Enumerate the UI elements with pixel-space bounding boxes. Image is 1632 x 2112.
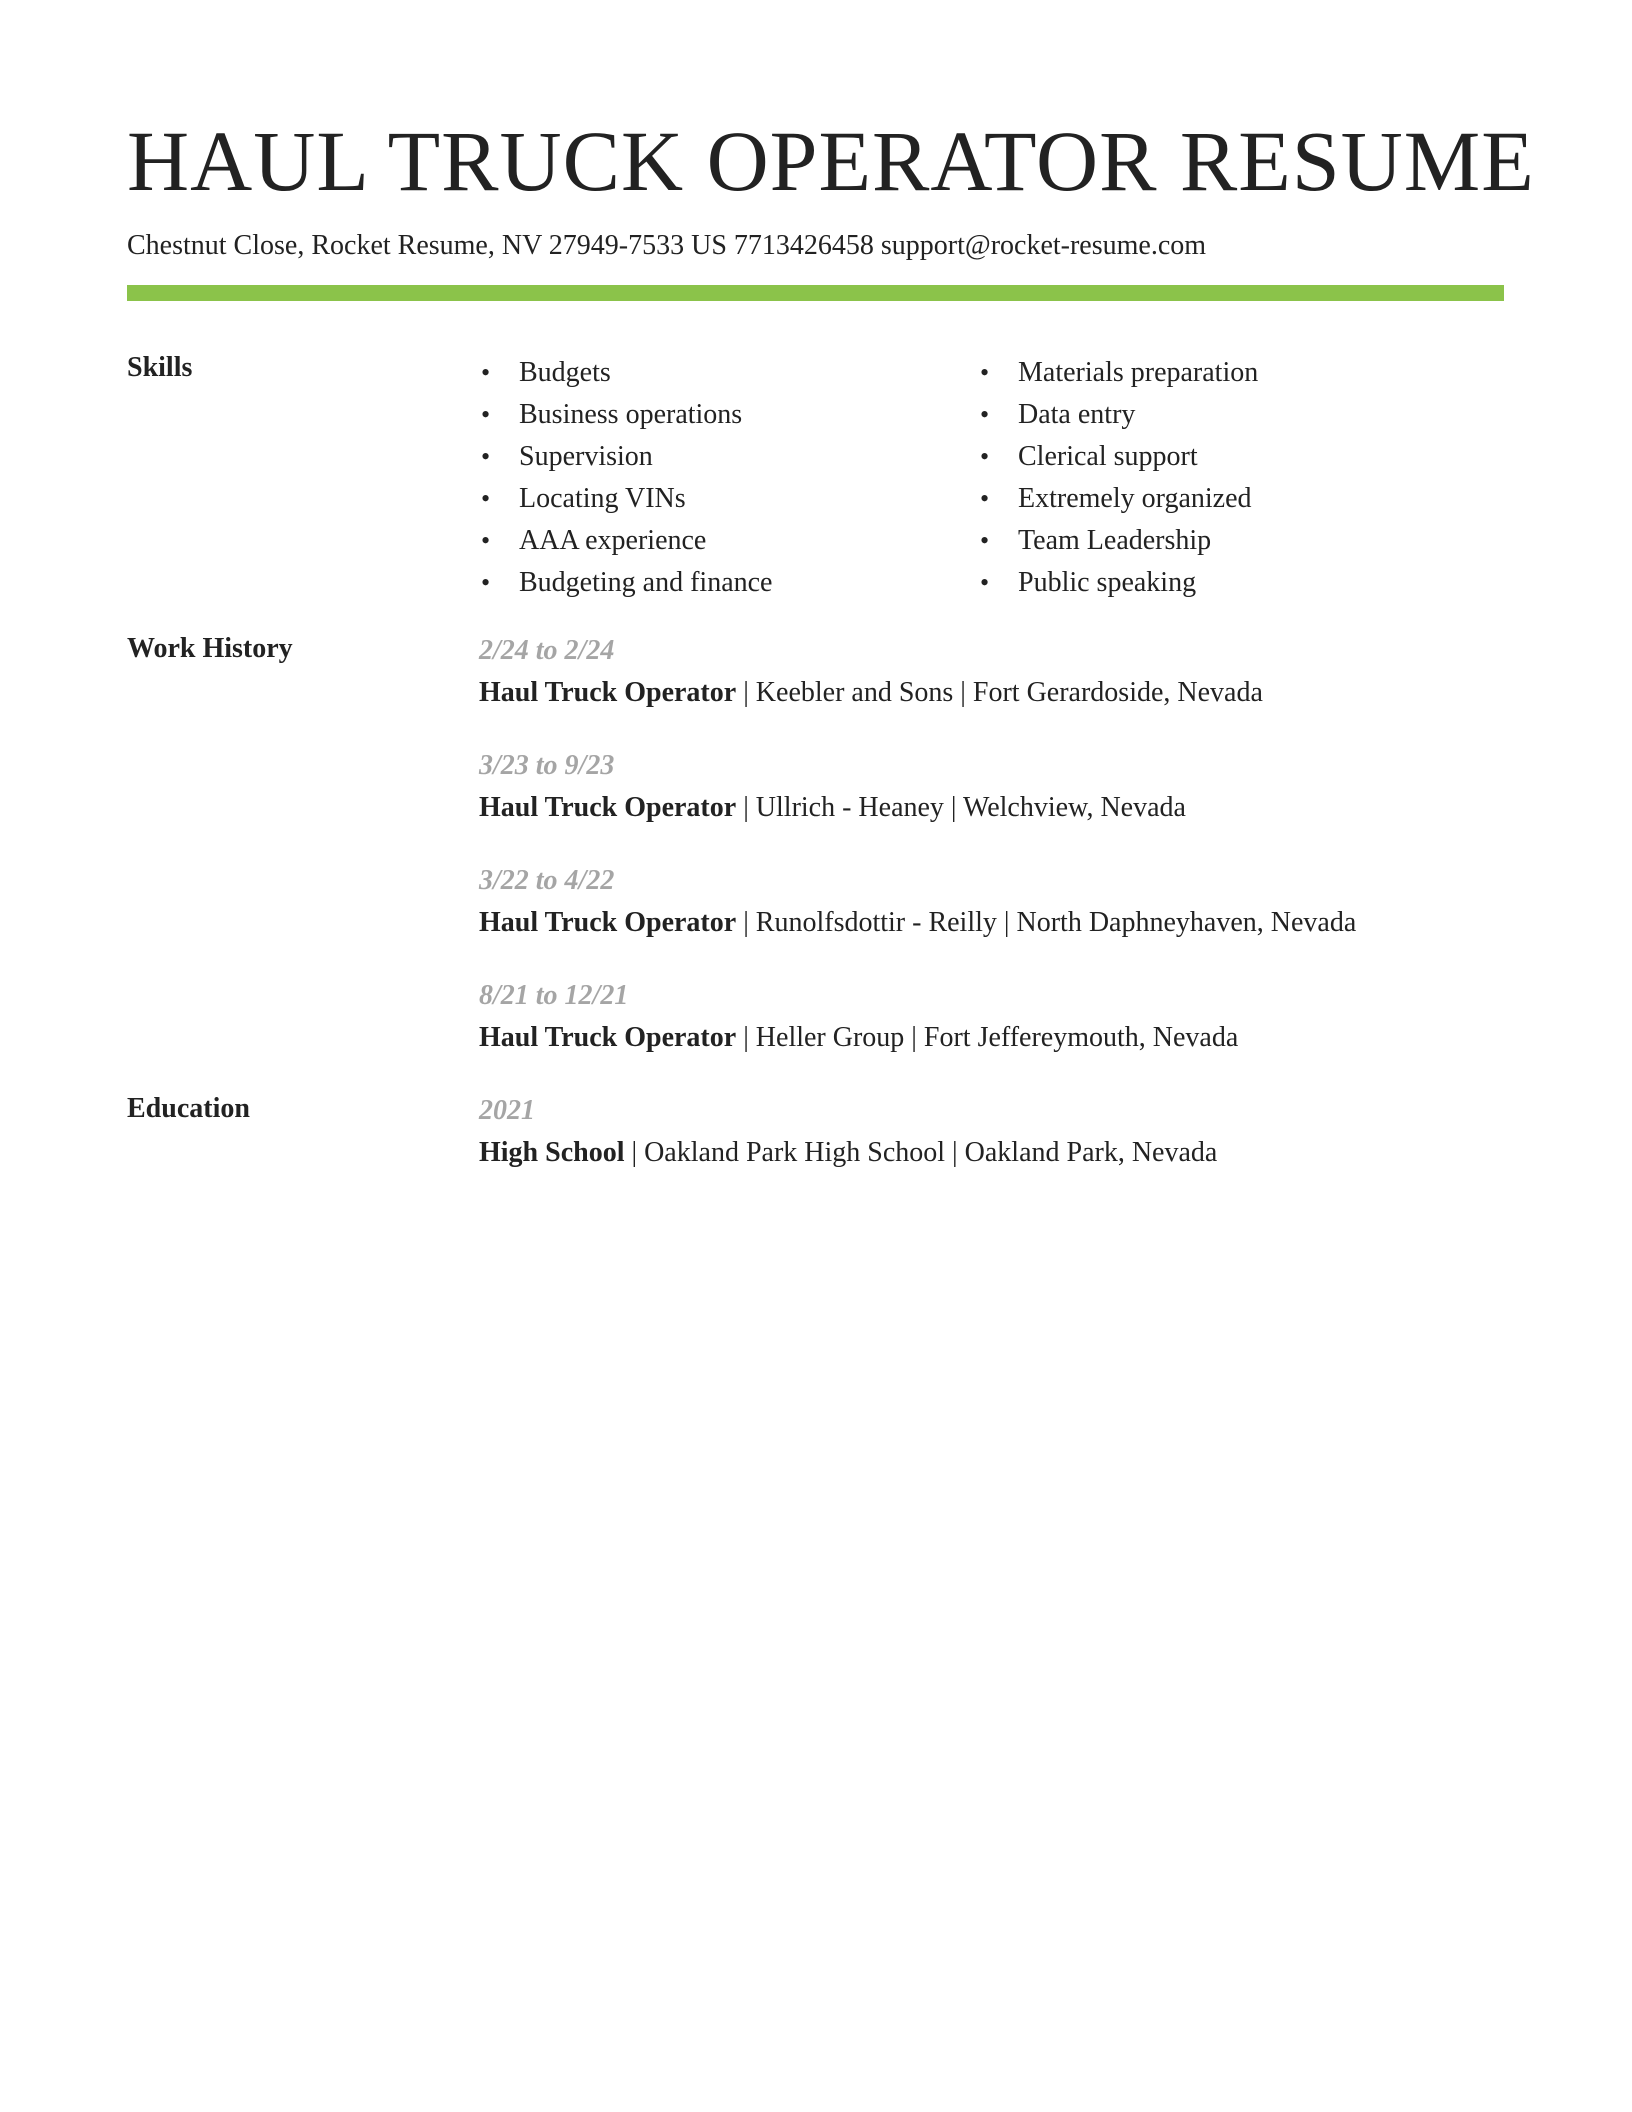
work-date: 2/24 to 2/24 <box>479 635 615 666</box>
work-entry <box>479 860 1356 944</box>
work-entry <box>479 630 1263 714</box>
bullet-icon: • <box>980 526 990 555</box>
bullet-icon: • <box>980 484 990 513</box>
bullet-icon: • <box>481 442 491 471</box>
skill-item: • AAA experience <box>519 520 772 562</box>
skill-item: • Locating VINs <box>519 478 772 520</box>
bullet-icon: • <box>980 568 990 597</box>
work-date: 3/22 to 4/22 <box>479 865 615 896</box>
skill-item: • Data entry <box>1018 394 1258 436</box>
bullet-icon: • <box>980 400 990 429</box>
skill-item: • Budgeting and finance <box>519 562 772 604</box>
skills-list-left <box>475 352 772 604</box>
skill-item: • Budgets <box>519 352 772 394</box>
skill-item: • Materials preparation <box>1018 352 1258 394</box>
job-details: | Heller Group | Fort Jeffereymouth, Nevada <box>736 1022 1239 1053</box>
work-line <box>479 902 1356 944</box>
job-title: Haul Truck Operator <box>479 677 737 708</box>
work-entry <box>479 975 1238 1059</box>
skill-item: • Business operations <box>519 394 772 436</box>
contact-info: Chestnut Close, Rocket Resume, NV 27949-7533 US 7713426458 support@rocket-resume.com <box>127 230 1207 261</box>
education-date: 2021 <box>479 1095 535 1126</box>
education-heading: Education <box>127 1093 250 1124</box>
degree-title: High School <box>479 1137 625 1168</box>
skills-heading: Skills <box>127 352 193 383</box>
bullet-icon: • <box>980 358 990 387</box>
skill-item: • Team Leadership <box>1018 520 1258 562</box>
education-line <box>479 1132 1217 1174</box>
job-title: Haul Truck Operator <box>479 792 737 823</box>
skill-item: • Clerical support <box>1018 436 1258 478</box>
job-details: | Ullrich - Heaney | Welchview, Nevada <box>736 792 1186 823</box>
work-date: 8/21 to 12/21 <box>479 980 629 1011</box>
school-details: | Oakland Park High School | Oakland Park, Nevada <box>624 1137 1218 1168</box>
work-date: 3/23 to 9/23 <box>479 750 615 781</box>
job-title: Haul Truck Operator <box>479 1022 737 1053</box>
job-details: | Keebler and Sons | Fort Gerardoside, Nevada <box>736 677 1263 708</box>
bullet-icon: • <box>481 484 491 513</box>
education-entry <box>479 1090 1217 1174</box>
bullet-icon: • <box>481 526 491 555</box>
bullet-icon: • <box>481 568 491 597</box>
job-title: Haul Truck Operator <box>479 907 737 938</box>
work-line <box>479 1017 1238 1059</box>
skill-item: • Supervision <box>519 436 772 478</box>
work-line <box>479 787 1186 829</box>
bullet-icon: • <box>980 442 990 471</box>
skills-list-right <box>974 352 1258 604</box>
bullet-icon: • <box>481 358 491 387</box>
header-divider <box>127 285 1504 301</box>
bullet-icon: • <box>481 400 491 429</box>
job-details: | Runolfsdottir - Reilly | North Daphneyhaven, Nevada <box>736 907 1357 938</box>
work-line <box>479 672 1263 714</box>
work-entry <box>479 745 1186 829</box>
skill-item: • Public speaking <box>1018 562 1258 604</box>
skill-item: • Extremely organized <box>1018 478 1258 520</box>
page-title: HAUL TRUCK OPERATOR RESUME <box>127 113 1535 209</box>
work-history-heading: Work History <box>127 633 293 664</box>
